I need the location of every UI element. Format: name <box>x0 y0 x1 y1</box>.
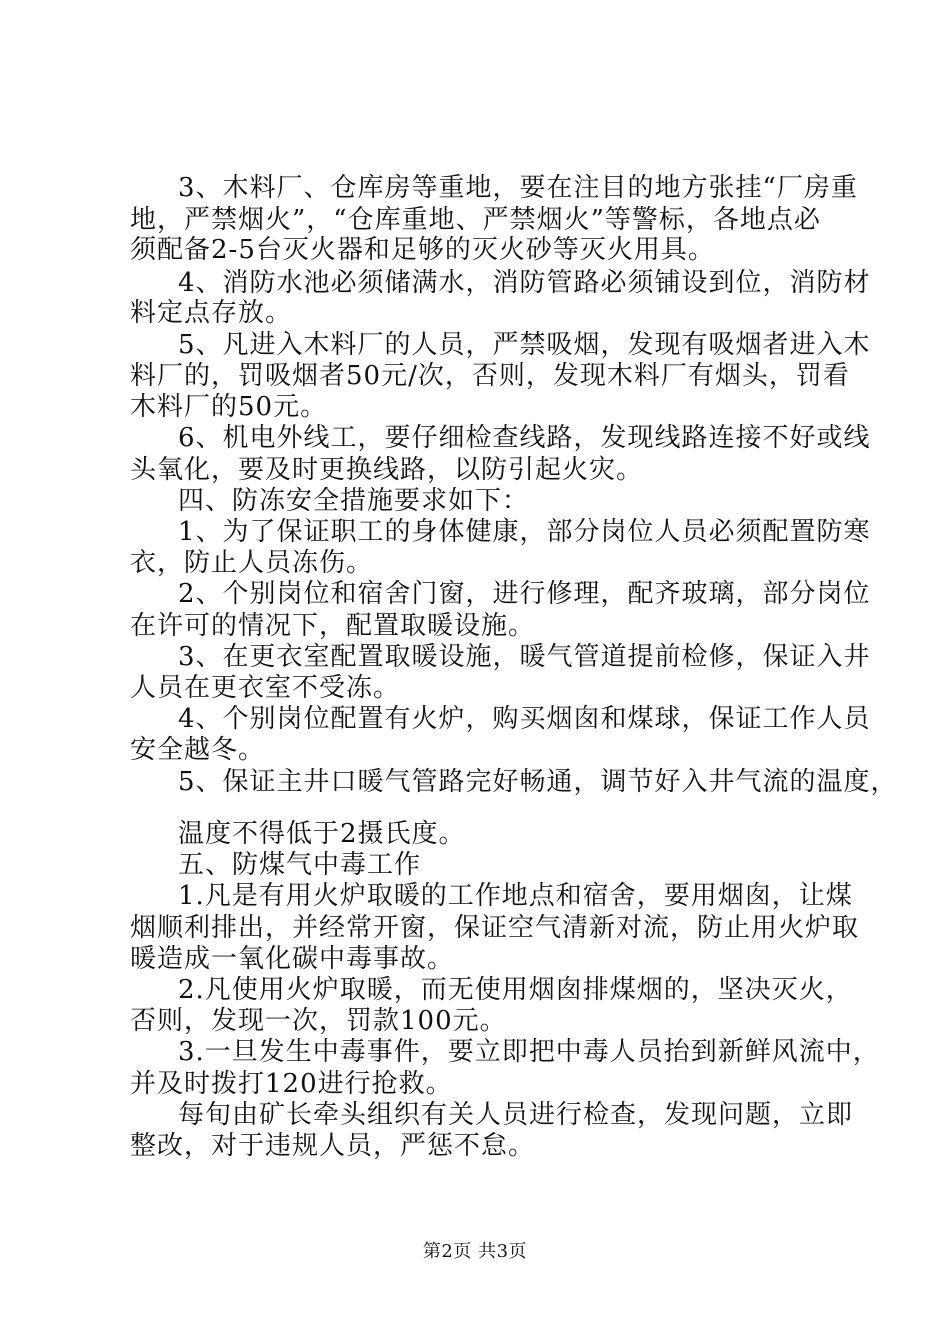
text-line: 3、在更衣室配置取暖设施，暖气管道提前检修，保证入井 <box>178 641 871 672</box>
text-line: 温度不得低于2摄氏度。 <box>178 818 466 849</box>
text-line: 烟顺利排出，并经常开窗，保证空气清新对流，防止用火炉取 <box>130 912 860 943</box>
text-line: 2、个别岗位和宿舍门窗，进行修理，配齐玻璃，部分岗位 <box>178 579 871 610</box>
text-line: 3.一旦发生中毒事件，要立即把中毒人员抬到新鲜风流中， <box>178 1037 880 1068</box>
text-line: 整改，对于违规人员，严惩不怠。 <box>130 1131 536 1161</box>
text-line: 并及时拨打120进行抢救。 <box>130 1068 453 1099</box>
text-line: 在许可的情况下，配置取暖设施。 <box>130 610 536 641</box>
page-footer: 第2页 共3页 <box>422 1241 528 1262</box>
text-line: 须配备2-5台灭火器和足够的灭火砂等灭火用具。 <box>130 235 715 266</box>
text-line: 安全越冬。 <box>130 735 266 766</box>
text-line: 1、为了保证职工的身体健康，部分岗位人员必须配置防寒 <box>178 517 871 548</box>
text-line: 木料厂的50元。 <box>130 392 328 423</box>
text-line: 料定点存放。 <box>130 297 293 328</box>
text-line: 6、机电外线工，要仔细检查线路，发现线路连接不好或线 <box>178 423 871 454</box>
text-line: 暖造成一氧化碳中毒事故。 <box>130 943 455 974</box>
text-line: 2.凡使用火炉取暖，而无使用烟囱排煤烟的，坚决灭火， <box>178 974 853 1005</box>
text-line: 3、木料厂、仓库房等重地，要在注目的地方张挂“厂房重 <box>178 173 858 203</box>
text-line: 料厂的，罚吸烟者50元/次，否则，发现木料厂有烟头，罚看 <box>130 361 850 392</box>
text-line: 衣，防止人员冻伤。 <box>130 548 374 579</box>
section-heading: 五、防煤气中毒工作 <box>178 850 422 881</box>
section-heading: 四、防冻安全措施要求如下： <box>178 485 530 516</box>
text-line: 地，严禁烟火”，“仓库重地、严禁烟火”等警标，各地点必 <box>130 205 821 236</box>
text-line: 否则，发现一次，罚款100元。 <box>130 1006 507 1037</box>
text-line: 4、消防水池必须储满水，消防管路必须铺设到位，消防材 <box>178 268 871 299</box>
text-line: 头氧化，要及时更换线路，以防引起火灾。 <box>130 454 644 485</box>
text-line: 1.凡是有用火炉取暖的工作地点和宿舍，要用烟囱，让煤 <box>178 881 853 912</box>
text-line: 5、凡进入木料厂的人员，严禁吸烟，发现有吸烟者进入木 <box>178 329 871 360</box>
text-line: 4、个别岗位配置有火炉，购买烟囱和煤球，保证工作人员 <box>178 704 871 735</box>
text-line: 5、保证主井口暖气管路完好畅通，调节好入井气流的温度， <box>178 766 898 797</box>
text-line: 人员在更衣室不受冻。 <box>130 673 401 704</box>
text-line: 每旬由矿长牵头组织有关人员进行检查，发现问题，立即 <box>178 1099 854 1130</box>
